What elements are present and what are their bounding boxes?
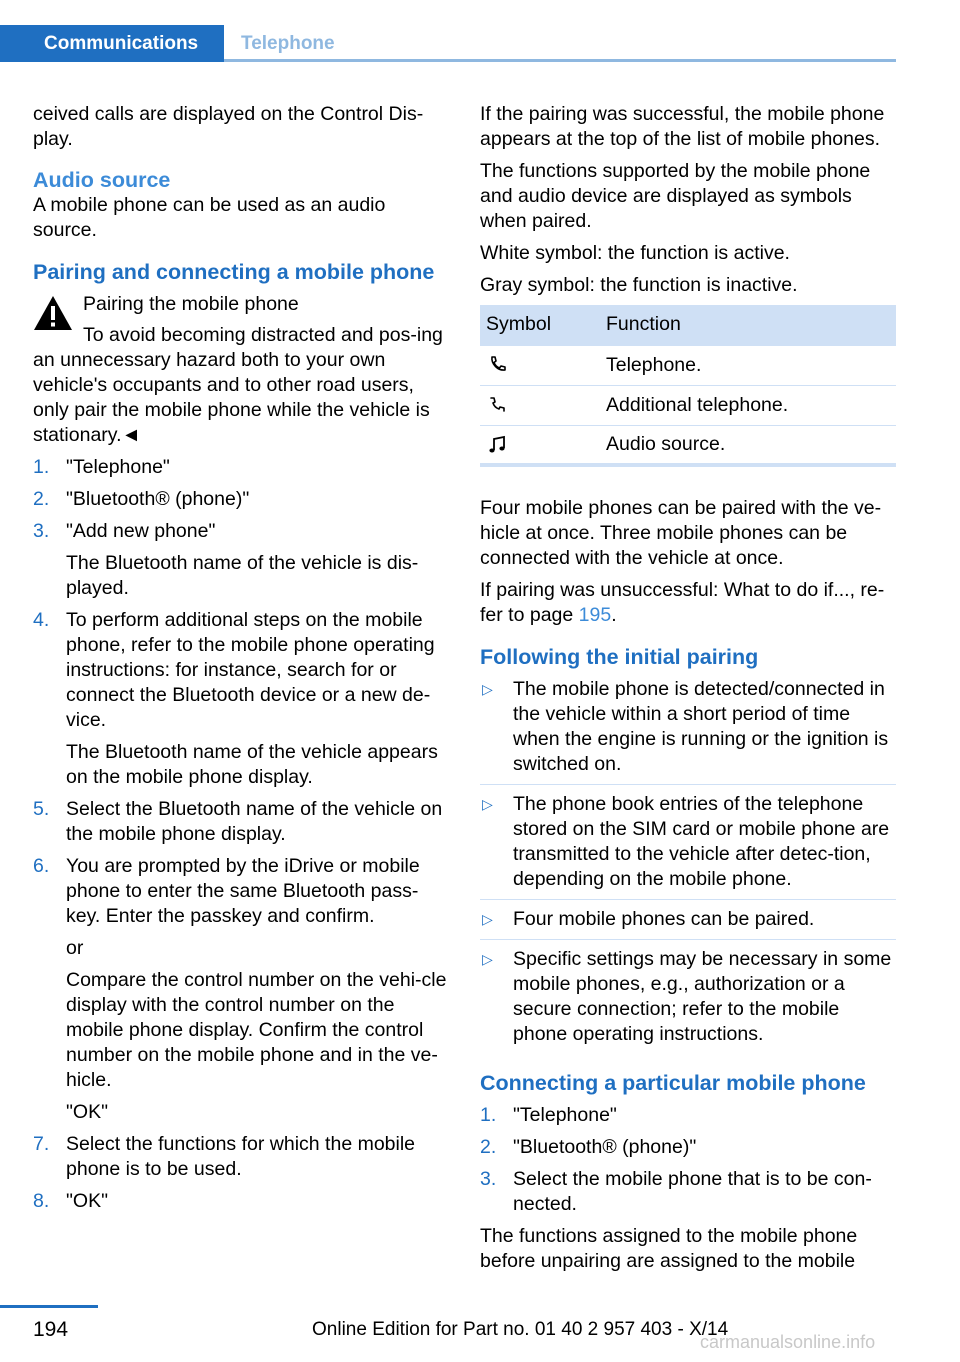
- edition-note: Online Edition for Part no. 01 40 2 957 403 - X/14: [312, 1319, 729, 1340]
- function-cell: Telephone.: [600, 345, 896, 385]
- step-number: 1.: [480, 1104, 497, 1126]
- table-row: [480, 345, 896, 385]
- step-note: Compare the control number on the vehi-cle display with the control number on the mobile phone display. Confirm the control number on the mobile phone and in the ve-hicle.: [66, 969, 447, 1091]
- section-tab-telephone[interactable]: Telephone: [241, 33, 335, 54]
- list-item: [33, 487, 447, 512]
- warning-text: To avoid becoming distracted and pos-ing an unnecessary hazard both to your own vehicle's occupants and to other road users, only pair the mobile phone while the vehicle is stationary.◄: [33, 324, 443, 446]
- step-text: "Bluetooth® (phone)": [66, 488, 250, 510]
- step-text: Select the Bluetooth name of the vehicle on the mobile phone display.: [66, 798, 443, 845]
- step-note: "OK": [66, 1101, 109, 1123]
- step-number: 3.: [33, 520, 50, 542]
- list-item: ▷ Four mobile phones can be paired.: [480, 907, 896, 940]
- step-number: 2.: [480, 1136, 497, 1158]
- table-row: [480, 385, 896, 425]
- list-item: [33, 455, 447, 480]
- symbol-table: [480, 305, 896, 467]
- list-item: [33, 608, 447, 790]
- column-header-function: Function: [600, 305, 896, 345]
- step-text: Select the functions for which the mobile phone is to be used.: [66, 1133, 416, 1180]
- bullet-triangle-icon: ▷: [482, 911, 493, 927]
- list-item: [33, 1132, 447, 1182]
- step-text: "OK": [66, 1190, 109, 1212]
- step-note: or: [66, 937, 84, 959]
- step-text: "Bluetooth® (phone)": [513, 1136, 697, 1158]
- list-item: [480, 1103, 896, 1128]
- list-item: [33, 797, 447, 847]
- audio-source-text: A mobile phone can be used as an audio source.: [33, 194, 386, 241]
- list-item: [33, 519, 447, 601]
- intro-paragraph: ceived calls are displayed on the Control Dis-play.: [33, 103, 424, 150]
- right-column: [480, 102, 896, 1281]
- step-number: 8.: [33, 1190, 50, 1212]
- step-number: 4.: [33, 609, 50, 631]
- left-column: [33, 102, 447, 1221]
- step-number: 2.: [33, 488, 50, 510]
- warning-title: Pairing the mobile phone: [83, 293, 299, 315]
- list-item: ▷ Specific settings may be necessary in some mobile phones, e.g., authorization or a secure connection; refer to the mobile phone operating instructions.: [482, 948, 892, 1045]
- function-cell: Additional telephone.: [600, 385, 896, 425]
- step-text: "Telephone": [513, 1104, 617, 1126]
- table-row: [480, 425, 896, 465]
- step-number: 7.: [33, 1133, 50, 1155]
- step-text: You are prompted by the iDrive or mobile phone to enter the same Bluetooth pass-key. Enter the passkey and confirm.: [66, 855, 420, 927]
- warning-triangle-icon: [33, 295, 73, 331]
- step-number: 6.: [33, 855, 50, 877]
- paragraph: If pairing was unsuccessful: What to do if..., re-fer to page 195.: [480, 579, 885, 626]
- page-header: [0, 0, 960, 62]
- connecting-heading: Connecting a particular mobile phone: [480, 1071, 866, 1095]
- step-text: Select the mobile phone that is to be con-nected.: [513, 1168, 872, 1215]
- paragraph: If the pairing was successful, the mobile phone appears at the top of the list of mobile phones.: [480, 103, 885, 150]
- step-number: 5.: [33, 798, 50, 820]
- step-text: "Add new phone": [66, 520, 216, 542]
- paragraph: The functions assigned to the mobile phone before unpairing are assigned to the mobile: [480, 1225, 858, 1272]
- additional-telephone-icon: [486, 394, 508, 416]
- step-number: 1.: [33, 456, 50, 478]
- audio-source-heading: Audio source: [33, 168, 171, 192]
- step-number: 3.: [480, 1168, 497, 1190]
- bullet-triangle-icon: ▷: [482, 681, 493, 697]
- paragraph: White symbol: the function is active.: [480, 242, 790, 264]
- step-note: The Bluetooth name of the vehicle is dis-played.: [66, 552, 419, 599]
- watermark: carmanualsonline.info: [700, 1332, 876, 1352]
- step-note: The Bluetooth name of the vehicle appears on the mobile phone display.: [66, 741, 438, 788]
- connecting-steps: [480, 1103, 896, 1217]
- list-item: [480, 1135, 896, 1160]
- function-cell: Audio source.: [600, 425, 896, 465]
- step-text: "Telephone": [66, 456, 170, 478]
- step-text: To perform additional steps on the mobile phone, refer to the mobile phone operating instructions: for instance, search for or connect the Bluetooth device or a new de-vice.: [66, 609, 435, 731]
- telephone-icon: [486, 354, 508, 376]
- following-pairing-heading: Following the initial pairing: [480, 645, 759, 669]
- pairing-heading: Pairing and connecting a mobile phone: [33, 260, 435, 284]
- section-tab-communications[interactable]: Communications: [0, 25, 224, 62]
- music-note-icon: [486, 434, 508, 456]
- list-item: ▷ The phone book entries of the telephone stored on the SIM card or mobile phone are transmitted to the vehicle after detec-tion, depending on the mobile phone.: [480, 792, 896, 900]
- paragraph: Gray symbol: the function is inactive.: [480, 274, 798, 296]
- list-item: [33, 1189, 447, 1214]
- list-item: [33, 854, 447, 1125]
- table-header-row: [480, 305, 896, 345]
- footer-divider: [0, 1305, 98, 1308]
- column-header-symbol: Symbol: [480, 305, 600, 345]
- warning-box: [33, 292, 447, 448]
- following-pairing-list: [480, 677, 896, 1054]
- bullet-triangle-icon: ▷: [482, 951, 493, 967]
- paragraph: The functions supported by the mobile phone and audio device are displayed as symbols when paired.: [480, 160, 871, 232]
- paragraph: Four mobile phones can be paired with the ve-hicle at once. Three mobile phones can be connected with the vehicle at once.: [480, 497, 882, 569]
- header-divider: [224, 59, 896, 62]
- list-item: ▷ The mobile phone is detected/connected in the vehicle within a short period of time when the engine is running or the ignition is switched on.: [480, 677, 896, 785]
- bullet-triangle-icon: ▷: [482, 796, 493, 812]
- pairing-steps: [33, 455, 447, 1214]
- page-reference-link[interactable]: 195: [578, 604, 612, 626]
- page-number: 194: [33, 1318, 69, 1341]
- list-item: [480, 1167, 896, 1217]
